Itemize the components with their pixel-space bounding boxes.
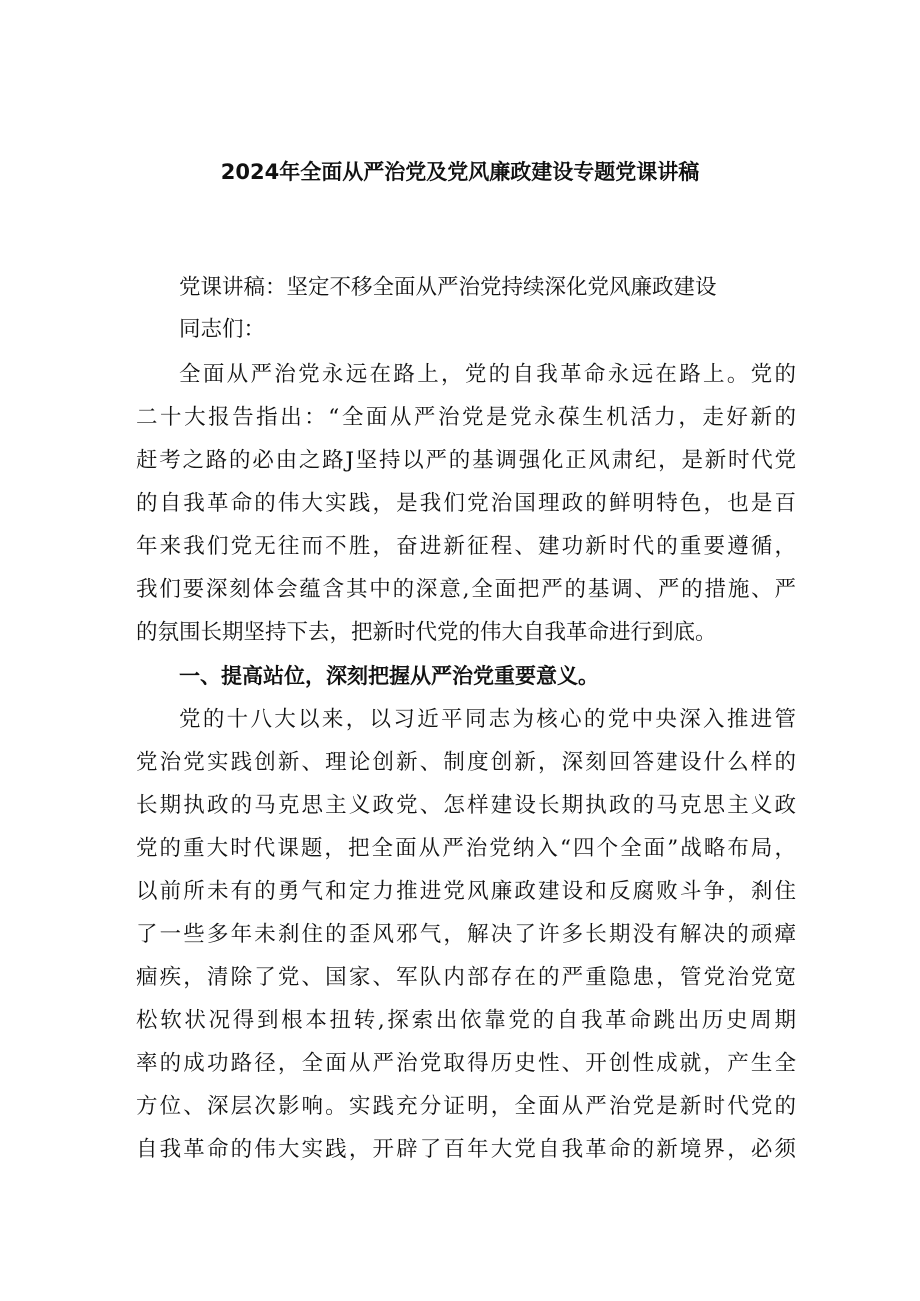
document-title: 2024年全面从严治党及党风廉政建设专题党课讲稿 bbox=[220, 160, 700, 184]
paragraph-line: 率的成功路径，全面从严治党取得历史性、开创性成就，产生全 bbox=[136, 1051, 796, 1076]
paragraph-line: 年来我们党无往而不胜，奋进新征程、建功新时代的重要遵循， bbox=[136, 534, 796, 559]
paragraph-line: 的氛围长期坚持下去，把新时代党的伟大自我革命进行到底。 bbox=[136, 620, 717, 645]
paragraph-line: 党的重大时代课题，把全面从严治党纳入“四个全面”战略布局， bbox=[136, 836, 796, 861]
paragraph-line: 党的十八大以来，以习近平同志为核心的党中央深入推进管 bbox=[179, 707, 796, 732]
paragraph-line: 自我革命的伟大实践，开辟了百年大党自我革命的新境界，必须 bbox=[136, 1137, 796, 1162]
paragraph-line: 以前所未有的勇气和定力推进党风廉政建设和反腐败斗争，刹住 bbox=[136, 879, 796, 904]
section-heading-1: 一、提高站位，深刻把握从严治党重要意义。 bbox=[179, 664, 599, 688]
paragraph-line: 方位、深层次影响。实践充分证明，全面从严治党是新时代党的 bbox=[136, 1094, 796, 1119]
paragraph-line: 长期执政的马克思主义政党、怎样建设长期执政的马克思主义政 bbox=[136, 793, 796, 818]
paragraph-line: 了一些多年未刹住的歪风邪气，解决了许多长期没有解决的顽瘴 bbox=[136, 922, 796, 947]
paragraph-line: 全面从严治党永远在路上，党的自我革命永远在路上。党的 bbox=[179, 362, 796, 387]
paragraph-line: 赶考之路的必由之路J坚持以严的基调强化正风肃纪，是新时代党 bbox=[136, 448, 796, 473]
paragraph-line: 二十大报告指出：“全面从严治党是党永葆生机活力，走好新的 bbox=[136, 405, 796, 430]
paragraph-line: 我们要深刻体会蕴含其中的深意,全面把严的基调、严的措施、严 bbox=[136, 577, 796, 602]
paragraph-line: 党治党实践创新、理论创新、制度创新，深刻回答建设什么样的 bbox=[136, 750, 796, 775]
salutation: 同志们： bbox=[179, 317, 266, 342]
paragraph-line: 痼疾，清除了党、国家、军队内部存在的严重隐患，管党治党宽 bbox=[136, 965, 796, 990]
subtitle-line: 党课讲稿：坚定不移全面从严治党持续深化党风廉政建设 bbox=[179, 275, 717, 300]
paragraph-line: 松软状况得到根本扭转,探索出依靠党的自我革命跳出历史周期 bbox=[136, 1008, 796, 1033]
paragraph-line: 的自我革命的伟大实践，是我们党治国理政的鲜明特色，也是百 bbox=[136, 491, 796, 516]
